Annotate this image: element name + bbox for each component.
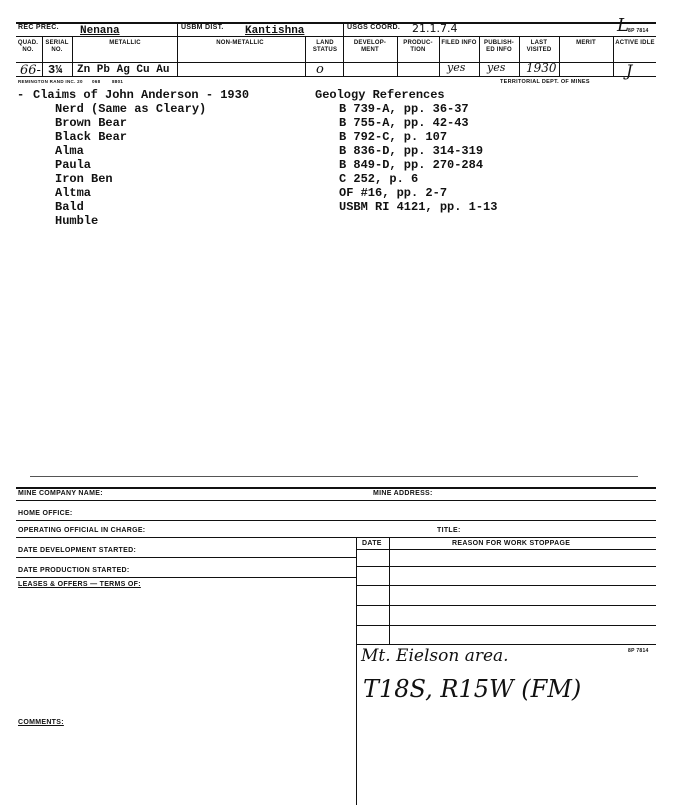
row-last-visited: 1930 bbox=[526, 61, 557, 75]
note-line-2: T18S, R15W (FM) bbox=[363, 675, 582, 703]
leases-label: LEASES & OFFERS — TERMS OF: bbox=[18, 581, 141, 588]
row-metallic: Zn Pb Ag Cu Au bbox=[77, 64, 170, 76]
claim-item: Black Bear bbox=[55, 130, 128, 144]
form-number-top: 8P 7814 bbox=[628, 28, 649, 34]
title-label: TITLE: bbox=[437, 527, 461, 534]
printer-code-2: 8801 bbox=[112, 79, 124, 84]
rec-prec-label: REC PREC. bbox=[18, 24, 59, 31]
row-filed-info: yes bbox=[447, 61, 466, 74]
claim-item: Altma bbox=[55, 186, 92, 200]
date-development-label: DATE DEVELOPMENT STARTED: bbox=[18, 547, 137, 554]
col-metallic: METALLIC bbox=[109, 40, 141, 46]
claim-item: Iron Ben bbox=[55, 172, 113, 186]
geology-ref-item: B 836-D, pp. 314-319 bbox=[339, 144, 484, 158]
col-land-status: LAND STATUS bbox=[312, 40, 338, 53]
geology-ref-item: USBM RI 4121, pp. 1-13 bbox=[339, 200, 498, 214]
row-quad: 66- bbox=[20, 63, 41, 78]
geology-ref-item: OF #16, pp. 2-7 bbox=[339, 186, 448, 200]
col-merit: MERIT bbox=[576, 40, 596, 46]
form-number-mid: 8P 7814 bbox=[628, 648, 649, 654]
claims-list bbox=[55, 102, 206, 228]
geology-ref-item: B 849-D, pp. 270-284 bbox=[339, 158, 484, 172]
rec-prec-value: Nenana bbox=[80, 25, 120, 37]
usbm-dist-value: Kantishna bbox=[245, 25, 305, 37]
territorial-dept: TERRITORIAL DEPT. OF MINES bbox=[500, 79, 590, 85]
claims-title: Claims of John Anderson - 1930 bbox=[33, 88, 250, 102]
geology-ref-list bbox=[339, 102, 497, 214]
row-published-info: yes bbox=[487, 61, 506, 74]
reason-column: REASON FOR WORK STOPPAGE bbox=[452, 540, 571, 547]
printer-code-1: 068 bbox=[92, 79, 101, 84]
col-active-idle: ACTIVE IDLE bbox=[615, 40, 655, 46]
comments-label: COMMENTS: bbox=[18, 719, 64, 726]
geology-ref-item: B 792-C, p. 107 bbox=[339, 130, 448, 144]
home-office-label: HOME OFFICE: bbox=[18, 510, 73, 517]
col-serial-no: SERIAL NO. bbox=[45, 40, 69, 53]
claim-item: Bald bbox=[55, 200, 84, 214]
geology-ref-item: C 252, p. 6 bbox=[339, 172, 419, 186]
row-land-status: o bbox=[316, 62, 324, 77]
geology-ref-item: B 739-A, pp. 36-37 bbox=[339, 102, 469, 116]
claim-item: Alma bbox=[55, 144, 84, 158]
mine-company-name-label: MINE COMPANY NAME: bbox=[18, 490, 103, 497]
col-quad-no: QUAD. NO. bbox=[17, 40, 39, 53]
geology-ref-item: B 755-A, pp. 42-43 bbox=[339, 116, 469, 130]
operating-official-label: OPERATING OFFICIAL IN CHARGE: bbox=[18, 527, 146, 534]
geology-title: Geology References bbox=[315, 88, 445, 102]
date-production-label: DATE PRODUCTION STARTED: bbox=[18, 567, 130, 574]
note-line-1: Mt. Eielson area. bbox=[361, 646, 509, 666]
claim-item: Paula bbox=[55, 158, 92, 172]
col-last-visited: LAST VISITED bbox=[526, 40, 552, 53]
corner-mark: L bbox=[617, 15, 629, 36]
row-serial: 3¼ bbox=[48, 63, 63, 77]
mine-address-label: MINE ADDRESS: bbox=[373, 490, 433, 497]
usgs-coord-label: USGS COORD. bbox=[347, 24, 401, 31]
date-column: DATE bbox=[362, 540, 382, 547]
col-non-metallic: NON-METALLIC bbox=[216, 40, 264, 46]
claim-item: Humble bbox=[55, 214, 99, 228]
col-development: DEVELOP-MENT bbox=[353, 40, 387, 53]
row-active-idle: J bbox=[626, 61, 633, 80]
usbm-dist-label: USBM DIST. bbox=[181, 24, 224, 31]
usgs-coord-value: 21.1.7.4 bbox=[412, 22, 458, 35]
col-production: PRODUC-TION bbox=[403, 40, 433, 53]
claim-item: Nerd (Same as Cleary) bbox=[55, 102, 207, 116]
printer-line: REMINGTON RAND INC. 20 bbox=[18, 79, 83, 84]
col-filed-info: FILED INFO bbox=[441, 40, 477, 46]
col-published-info: PUBLISH-ED INFO bbox=[484, 40, 514, 53]
claim-item: Brown Bear bbox=[55, 116, 128, 130]
